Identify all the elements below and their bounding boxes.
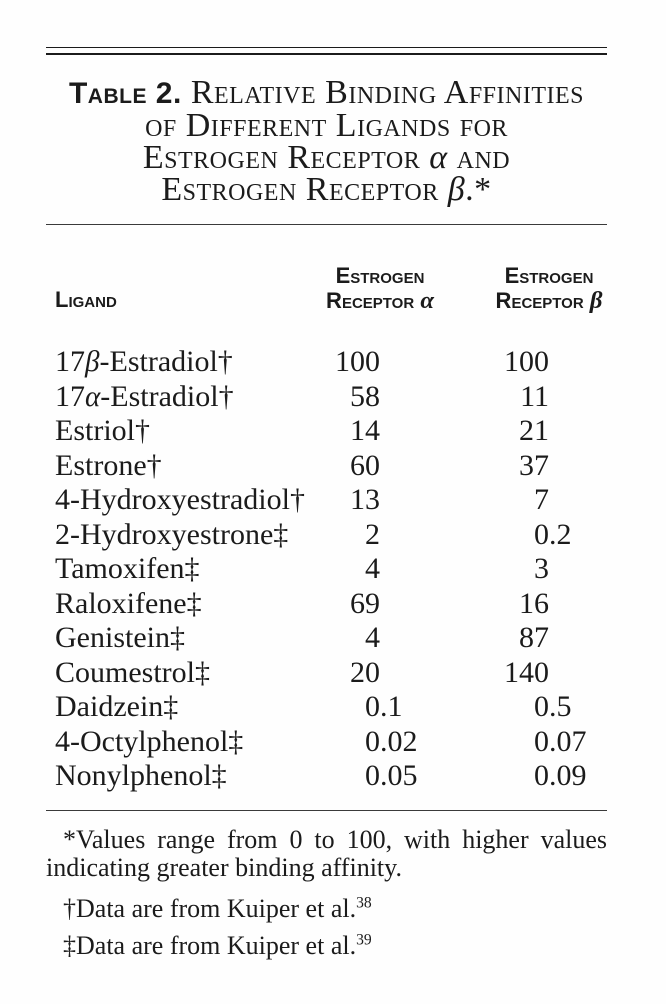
title-line-4: Estrogen Receptor β.* <box>161 171 492 208</box>
table-row: Nonylphenol‡ 0 .05 0 .09 <box>55 759 587 792</box>
table-row: Raloxifene‡ 69 16 <box>55 586 549 620</box>
table-row: Daidzein‡ 0 .1 0 .5 <box>55 690 572 723</box>
title-line-1 <box>46 74 607 111</box>
table-row: 4-Hydroxyestradiol† 13 7 <box>55 483 549 516</box>
ligand-name: Nonylphenol‡ <box>55 759 227 792</box>
table-row: Estrone† 60 37 <box>55 448 549 482</box>
ligand-name: 17α-Estradiol† <box>55 379 234 413</box>
table-body <box>46 345 607 794</box>
table-number-label: Table 2. <box>68 77 182 110</box>
table-row: 2-Hydroxyestrone‡ 2 0 .2 <box>55 517 572 551</box>
table-row: 17β-Estradiol† 100 100 <box>55 345 549 378</box>
alpha-symbol: α <box>429 139 448 176</box>
alpha-symbol: α <box>420 287 434 314</box>
top-double-rule <box>46 47 607 55</box>
table-header-row <box>46 261 607 313</box>
ligand-name: Estriol† <box>55 414 150 447</box>
ligand-name: Estrone† <box>55 448 162 482</box>
table-row: Genistein‡ 4 87 <box>55 621 549 654</box>
er-beta-column-header: Estrogen Receptor β <box>495 263 603 314</box>
beta-symbol: β <box>589 287 603 314</box>
reference-38: 38 <box>356 893 372 911</box>
ligand-name: 2-Hydroxyestrone‡ <box>55 517 289 551</box>
ligand-name: Coumestrol‡ <box>55 655 210 689</box>
footnote-double-dagger: ‡Data are from Kuiper et al.$^{39}$ <box>63 930 372 960</box>
ligand-name: Genistein‡ <box>55 621 185 654</box>
ligand-name: 4-Octylphenol‡ <box>55 724 244 758</box>
ligand-name: 17β-Estradiol† <box>55 345 233 378</box>
table-title <box>46 74 607 208</box>
beta-symbol: β <box>447 171 466 208</box>
title-separator-rule <box>46 224 607 225</box>
ligand-column-header: Ligand <box>55 287 117 312</box>
title-line-2: of Different Ligands for <box>145 107 508 144</box>
ligand-name: Raloxifene‡ <box>55 586 202 620</box>
table-row: Estriol† 14 21 <box>55 414 549 447</box>
reference-39: 39 <box>356 930 372 948</box>
table-bottom-rule <box>46 810 607 811</box>
ligand-name: 4-Hydroxyestradiol† <box>55 483 305 516</box>
table-row: 4-Octylphenol‡ 0 .02 0 .07 <box>55 724 587 758</box>
title-line-1-text: Relative Binding Affinities <box>190 74 584 111</box>
footnote-dagger: †Data are from Kuiper et al.$^{38}$ <box>63 893 372 923</box>
ligand-name: Tamoxifen‡ <box>55 552 200 585</box>
footnotes <box>46 826 607 960</box>
title-line-3: Estrogen Receptor α and <box>142 139 511 176</box>
ligand-name: Daidzein‡ <box>55 690 179 723</box>
footnote-star: *Values range from 0 to 100, with higher values indicating greater binding affinity. <box>46 824 607 882</box>
table-row: Coumestrol‡ 20 140 <box>55 655 549 689</box>
er-alpha-column-header: Estrogen Receptor α <box>326 263 434 314</box>
table-row: Tamoxifen‡ 4 3 <box>55 552 549 585</box>
table-row: 17α-Estradiol† 58 11 <box>55 379 549 413</box>
